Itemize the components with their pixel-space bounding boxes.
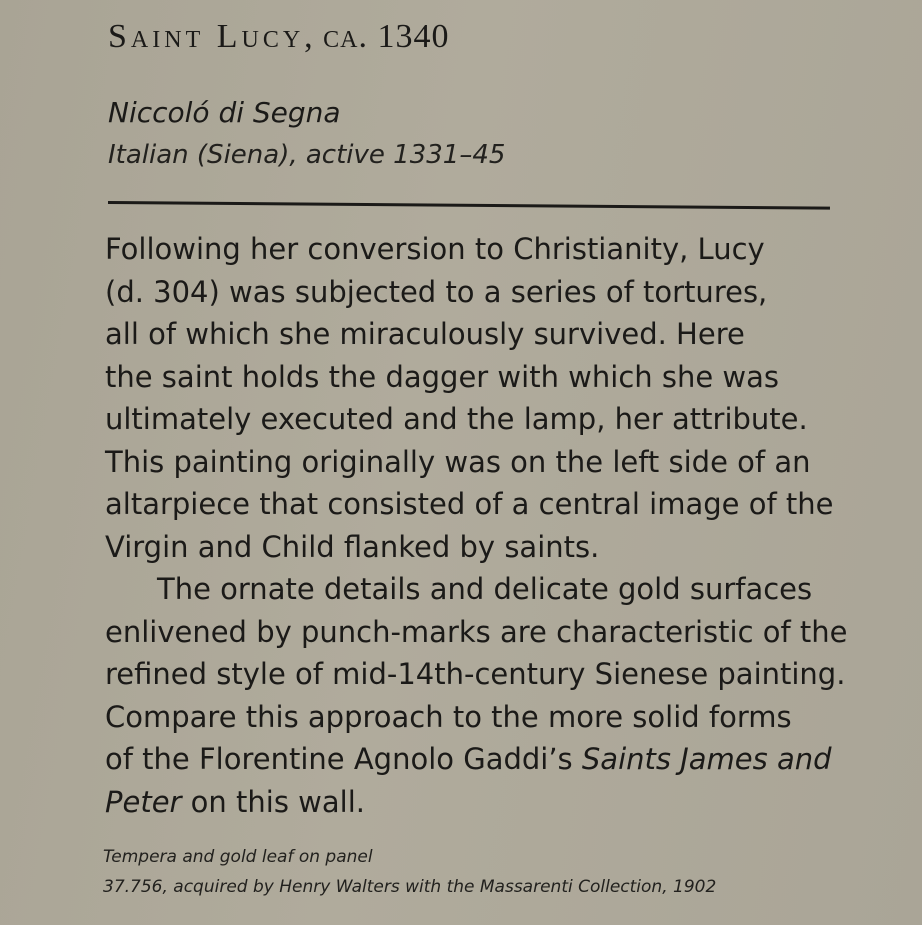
description-line: the saint holds the dagger with which she was (105, 359, 780, 394)
artist-name: Niccoló di Segna (108, 96, 341, 129)
description-line: (d. 304) was subjected to a series of tortures, (105, 274, 768, 309)
description-line: altarpiece that consisted of a central image of the (105, 487, 834, 521)
medium-text: Tempera and gold leaf on panel (103, 847, 373, 867)
description-line: all of which she miraculously survived. Here (105, 317, 745, 351)
description-line-text: of the Florentine Agnolo Gaddi’s (105, 742, 582, 776)
accession-text: 37.756, acquired by Henry Walters with the Massarenti Collection, 1902 (103, 877, 717, 897)
artwork-date: , ca. 1340 (304, 18, 450, 55)
related-work-title: Saints James and (581, 742, 832, 776)
description-line: Following her conversion to Christianity, Lucy (105, 232, 765, 266)
description-line: The ornate details and delicate gold surfaces (157, 572, 813, 606)
artwork-title (108, 18, 450, 56)
description-line-text: on this wall. (181, 784, 365, 819)
divider-rule (108, 201, 830, 210)
related-work-title-end: Peter (105, 784, 182, 819)
description-text (105, 228, 848, 823)
description-line: Virgin and Child flanked by saints. (105, 529, 600, 564)
artist-origin: Italian (Siena), active 1331–45 (108, 140, 506, 170)
description-line: This painting originally was on the left side of an (105, 444, 811, 479)
description-line: Compare this approach to the more solid forms (105, 699, 792, 734)
description-line: refined style of mid-14th-century Sienese painting. (105, 657, 846, 691)
credit-line (103, 842, 716, 902)
artwork-name: Saint Lucy (108, 18, 305, 55)
description-line (105, 738, 845, 781)
description-line: enlivened by punch-marks are characteristic of the (105, 614, 848, 649)
description-line (105, 781, 845, 824)
description-line: ultimately executed and the lamp, her attribute. (105, 402, 808, 436)
